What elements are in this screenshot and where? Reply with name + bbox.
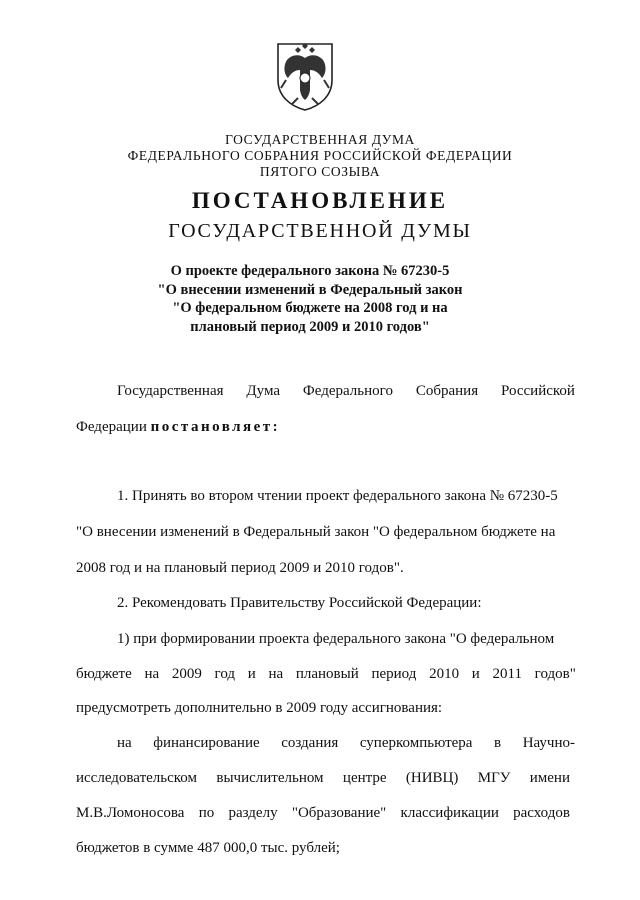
p1-line-1: 1. Принять во втором чтении проект федерального закона № 67230-5 xyxy=(117,488,558,504)
word: М.В.Ломоносова xyxy=(76,805,185,821)
word: центре xyxy=(342,770,387,786)
word: бюджете xyxy=(76,666,132,682)
word: создания xyxy=(281,735,339,751)
p4-line-1 xyxy=(117,735,575,752)
word: по xyxy=(198,805,215,821)
word: годов" xyxy=(534,666,576,682)
word: 2011 xyxy=(492,666,522,682)
p1-line-3: 2008 год и на плановый период 2009 и 2010 годов". xyxy=(76,560,404,576)
p4-line-3 xyxy=(76,805,570,822)
word: расходов xyxy=(513,805,570,821)
word: в xyxy=(494,735,502,751)
word: имени xyxy=(529,770,570,786)
word: Научно- xyxy=(522,735,575,751)
p3-line-3: предусмотреть дополнительно в 2009 году ассигнования: xyxy=(76,700,443,716)
word: 2010 xyxy=(429,666,460,682)
word: и xyxy=(247,666,256,682)
preamble-line-2 xyxy=(76,419,280,436)
word: на xyxy=(144,666,160,682)
word: вычислительном xyxy=(216,770,324,786)
p3-line-2 xyxy=(76,666,576,683)
word: и xyxy=(471,666,480,682)
word: исследовательском xyxy=(76,770,198,786)
word: Собрания xyxy=(415,383,479,399)
word: на xyxy=(117,735,132,751)
word: суперкомпьютера xyxy=(359,735,473,751)
word: плановый xyxy=(295,666,359,682)
subject-line: плановый период 2009 и 2010 годов" xyxy=(190,318,430,335)
word: период xyxy=(371,666,417,682)
word: разделу xyxy=(228,805,278,821)
word: "Образование" xyxy=(291,805,387,821)
word: Федерального xyxy=(302,383,393,399)
document-subtitle: ГОСУДАРСТВЕННОЙ ДУМЫ xyxy=(168,220,472,242)
word: 2009 xyxy=(171,666,202,682)
word: МГУ xyxy=(477,770,511,786)
header-convocation: ПЯТОГО СОЗЫВА xyxy=(259,164,381,179)
word: классификации xyxy=(400,805,499,821)
p4-line-4: бюджетов в сумме 487 000,0 тыс. рублей; xyxy=(76,840,340,856)
p1-line-2: "О внесении изменений в Федеральный закон "О федеральном бюджете на xyxy=(76,524,556,540)
header-duma: ГОСУДАРСТВЕННАЯ ДУМА xyxy=(225,132,415,147)
word: год xyxy=(214,666,236,682)
p3-line-1: 1) при формировании проекта федерального закона "О федеральном xyxy=(117,631,555,647)
resolves-keyword: постановляет: xyxy=(150,419,281,435)
subject-block xyxy=(100,262,520,336)
word: Государственная xyxy=(117,383,224,399)
preamble-line-1 xyxy=(117,383,575,400)
subject-line: О проекте федерального закона № 67230-5 xyxy=(170,263,450,279)
word: Российской xyxy=(501,383,575,399)
word: Дума xyxy=(246,383,281,399)
coat-of-arms-emblem xyxy=(274,40,336,112)
word: на xyxy=(268,666,284,682)
word: финансирование xyxy=(153,735,260,751)
p2-line: 2. Рекомендовать Правительству Российской Федерации: xyxy=(117,595,482,611)
word: (НИВЦ) xyxy=(405,770,459,786)
preamble-prefix: Федерации xyxy=(76,419,151,435)
subject-line: "О федеральном бюджете на 2008 год и на xyxy=(172,300,448,316)
subject-line: "О внесении изменений в Федеральный закон xyxy=(157,281,463,298)
header-federal-assembly: ФЕДЕРАЛЬНОГО СОБРАНИЯ РОССИЙСКОЙ ФЕДЕРАЦИИ xyxy=(127,148,513,163)
p4-line-2 xyxy=(76,770,570,787)
document-title: ПОСТАНОВЛЕНИЕ xyxy=(191,188,449,213)
